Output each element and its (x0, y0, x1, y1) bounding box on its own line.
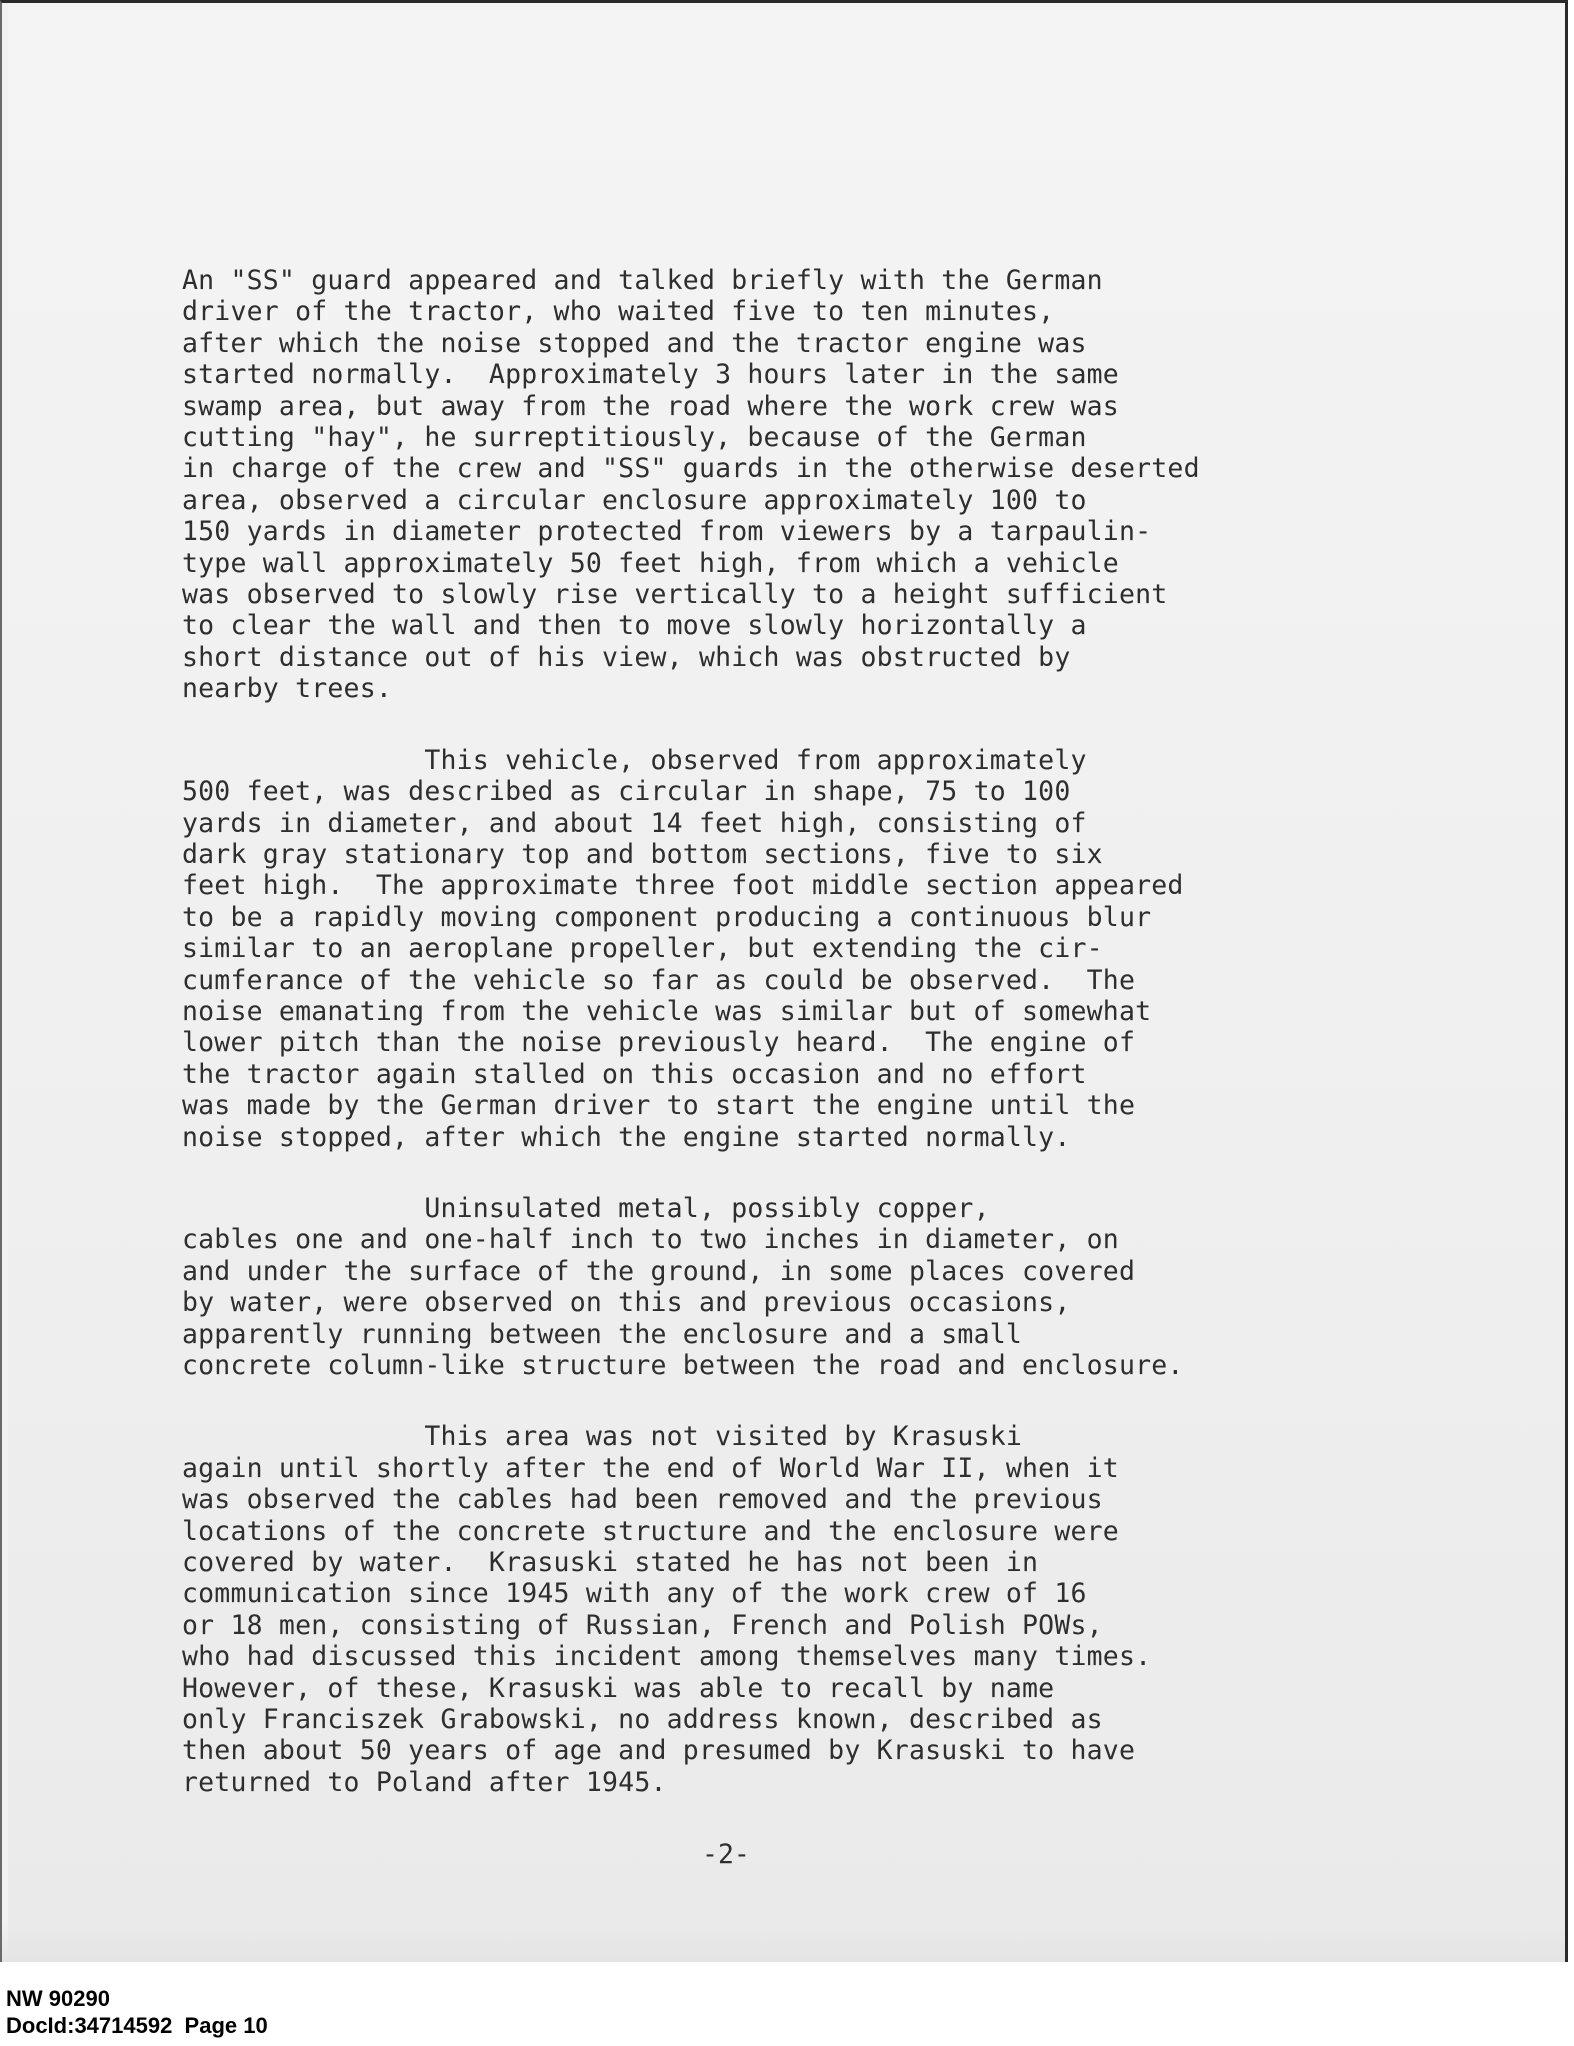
text-line: An "SS" guard appeared and talked briefly with the German (182, 265, 1103, 296)
text-line: noise stopped, after which the engine started normally. (182, 1121, 1071, 1153)
text-line: This area was not visited by Krasuski (182, 1421, 1023, 1453)
text-line: after which the noise stopped and the tractor engine was (182, 327, 1087, 359)
text-line: cables one and one-half inch to two inches in diameter, on (182, 1224, 1119, 1256)
paragraph-4 (182, 1421, 1382, 1798)
record-number: NW 90290 (6, 1986, 110, 2011)
text-line: This vehicle, observed from approximately (182, 744, 1087, 776)
text-line: noise emanating from the vehicle was similar but of somewhat (182, 995, 1152, 1027)
paragraph-1 (182, 265, 1382, 705)
text-line: in charge of the crew and "SS" guards in the otherwise deserted (182, 453, 1200, 485)
paragraph-3 (182, 1193, 1382, 1381)
text-line: type wall approximately 50 feet high, from which a vehicle (182, 547, 1119, 579)
archive-footer (6, 1985, 268, 2039)
text-line: by water, were observed on this and previous occasions, (182, 1287, 1071, 1319)
text-line: covered by water. Krasuski stated he has not been in (182, 1547, 1039, 1579)
text-line: then about 50 years of age and presumed by Krasuski to have (182, 1735, 1136, 1767)
text-line: short distance out of his view, which was obstructed by (182, 641, 1071, 673)
text-line: communication since 1945 with any of the work crew of 16 (182, 1578, 1087, 1610)
page-number: -2- (702, 1839, 750, 1870)
text-line: cumferance of the vehicle so far as could be observed. The (182, 964, 1136, 996)
text-line: and under the surface of the ground, in some places covered (182, 1255, 1136, 1287)
text-line: was observed to slowly rise vertically to a height sufficient (182, 579, 1168, 611)
text-line: was made by the German driver to start the engine until the (182, 1090, 1136, 1122)
paragraph-2 (182, 745, 1382, 1153)
text-line: who had discussed this incident among themselves many times. (182, 1641, 1152, 1673)
text-line: started normally. Approximately 3 hours later in the same (182, 359, 1119, 391)
text-line: However, of these, Krasuski was able to recall by name (182, 1672, 1055, 1704)
text-line: 500 feet, was described as circular in shape, 75 to 100 (182, 776, 1071, 808)
text-line: locations of the concrete structure and the enclosure were (182, 1515, 1119, 1547)
text-line: concrete column-like structure between the road and enclosure. (182, 1350, 1184, 1381)
text-line: to clear the wall and then to move slowly horizontally a (182, 610, 1087, 642)
text-line: apparently running between the enclosure and a small (182, 1318, 1023, 1350)
text-line: nearby trees. (182, 673, 393, 705)
text-line: yards in diameter, and about 14 feet high, consisting of (182, 807, 1087, 839)
text-line: 150 yards in diameter protected from viewers by a tarpaulin- (182, 516, 1152, 548)
text-line: lower pitch than the noise previously heard. The engine of (182, 1027, 1136, 1059)
text-line: again until shortly after the end of World War II, when it (182, 1452, 1119, 1484)
text-line: cutting "hay", he surreptitiously, because of the German (182, 422, 1087, 454)
text-line: Uninsulated metal, possibly copper, (182, 1192, 990, 1224)
text-line: feet high. The approximate three foot middle section appeared (182, 870, 1184, 902)
text-line: or 18 men, consisting of Russian, French and Polish POWs, (182, 1609, 1103, 1641)
text-line: similar to an aeroplane propeller, but extending the cir- (182, 933, 1103, 965)
text-line: to be a rapidly moving component producing a continuous blur (182, 901, 1152, 933)
text-line: dark gray stationary top and bottom sections, five to six (182, 838, 1103, 870)
doc-id-page: DocId:34714592 Page 10 (6, 2013, 268, 2038)
text-line: area, observed a circular enclosure approximately 100 to (182, 484, 1087, 516)
page-edge-shadow (2, 1922, 1565, 1962)
document-body (182, 265, 1382, 1798)
text-line: only Franciszek Grabowski, no address known, described as (182, 1704, 1103, 1736)
text-line: driver of the tractor, who waited five to ten minutes, (182, 296, 1055, 328)
text-line: returned to Poland after 1945. (182, 1766, 667, 1798)
text-line: was observed the cables had been removed and the previous (182, 1484, 1103, 1516)
text-line: the tractor again stalled on this occasion and no effort (182, 1058, 1087, 1090)
text-line: swamp area, but away from the road where the work crew was (182, 390, 1119, 422)
